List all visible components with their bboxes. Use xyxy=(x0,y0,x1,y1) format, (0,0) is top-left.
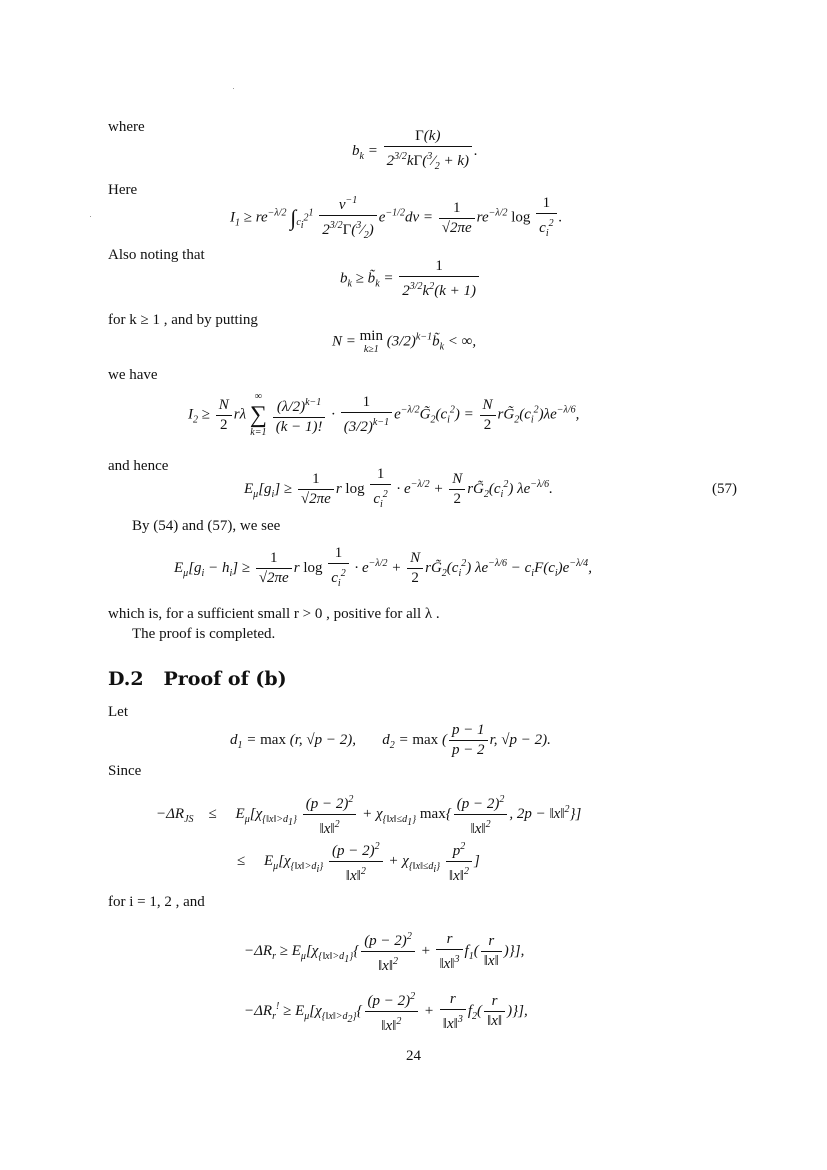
page-number: 24 xyxy=(406,1048,421,1064)
text-here: Here xyxy=(108,182,138,198)
equation-d1-d2: $d_1 = \max (r$, √p − 2), $d_2 = \max$ ( $\frac{p - 1}{p - 2}$ r, √p − 2). xyxy=(230,722,551,758)
text-and-hence: and hence xyxy=(108,458,169,474)
equation-bk-bound: $b_k$ ≥ $b̃_k$ = $\frac{1}{2^{3/2}k^2(k + 1)}$ xyxy=(340,258,481,300)
scan-speck xyxy=(233,88,234,89)
text-since: Since xyxy=(108,763,142,779)
section-heading xyxy=(108,668,287,690)
text-which-is: which is, for a sufficient small r > 0 , positive for all λ . xyxy=(108,606,440,622)
equation-I2: $I_2$ ≥ $\frac{N}{2}$ rλ ∞ ∑ k=1 $\frac{(\lambda/2)^{k-1}}{(k - 1)!}$ · $\frac{1}{(3/2)^{k-1}}$ $e^{-\lambda/2}G̃_2(c_i^2)$ = $\frac{N}{2}$ $rG̃_2(c_i^2)\lambda e^{-\lambda/6}$, xyxy=(188,391,580,438)
equation-number-57: (57) xyxy=(712,481,737,497)
text-where: where xyxy=(108,119,145,135)
equation-delta-RJS-1: $-\Delta R_{JS}$ ≤ $E_\mu[\chi_{\{‖x‖>d_1\}}$ $\frac{(p - 2)^2}{‖x‖^2}$ + $\chi_{\{‖x‖\le d_1\}}$ max{ $\frac{(p - 2)^2}{‖x‖^2}$ , 2p − ‖x‖$^2$}] xyxy=(156,791,581,838)
scan-speck xyxy=(90,216,91,217)
text-proof-completed: The proof is completed. xyxy=(132,626,276,642)
text-let: Let xyxy=(108,704,128,720)
equation-57: $E_\mu[g_i]$ ≥ $\frac{1}{√2\pi e}$ r log $\frac{1}{c_i^2}$ · $e^{-\lambda/2}$ + $\frac{N}{2}$ $rG̃_2(c_i^2)$ $\lambda e^{-\lambda/6}$. xyxy=(244,466,553,510)
equation-bk: $b_k$ = $\frac{\Gamma(k)}{2^{3/2}k\Gamma(^3⁄_2 + k)}$ . xyxy=(352,128,478,172)
equation-delta-Rr-prime: $-\Delta R_r^! \ge E_\mu[\chi_{\{‖x‖>d_2\}}${ $\frac{(p - 2)^2}{‖x‖^2}$ + $\frac{r}{‖x‖^3}$ $f_2$( $\frac{r}{‖x‖}$ )}], xyxy=(244,988,528,1035)
equation-delta-Rr: $-\Delta R_r \ge E_\mu[\chi_{\{‖x‖>d_1\}}${ $\frac{(p - 2)^2}{‖x‖^2}$ + $\frac{r}{‖x‖^3}$ $f_1$( $\frac{r}{‖x‖}$ )}], xyxy=(244,928,524,975)
equation-diff: $E_\mu[g_i - h_i]$ ≥ $\frac{1}{√2\pi e}$ r log $\frac{1}{c_i^2}$ · $e^{-\lambda/2}$ + $\frac{N}{2}$ $rG̃_2(c_i^2) \lambda e^{-\lambda/6} - c_iF(c_i)e^{-\lambda/4}$, xyxy=(174,545,592,589)
equation-delta-RJS-2: ≤ $E_\mu[\chi_{\{‖x‖>d_i\}}$ $\frac{(p - 2)^2}{‖x‖^2}$ + $\chi_{\{‖x‖\le d_i\}}$ $\frac{p^2}{‖x‖^2}$ ] xyxy=(237,838,480,885)
text-by-54-57: By (54) and (57), we see xyxy=(132,518,281,534)
text-for-k: for k ≥ 1 , and by putting xyxy=(108,312,258,328)
equation-N: N = min k≥1 $(3/2)^{k-1}b̃_k$ < ∞, xyxy=(332,328,477,355)
text-we-have: we have xyxy=(108,367,158,383)
text-also-noting: Also noting that xyxy=(108,247,205,263)
equation-I1: $I_1 \ge re^{-\lambda/2}$ $\int_{c_i^2}^1$ $\frac{v^{-1}}{2^{3/2}\Gamma(^3⁄_2)}$ $e^{-1/2}dv$ = $\frac{1}{√2\pi e}$ $re^{-\lambda/2}$ log $\frac{1}{c_i^2}$ . xyxy=(230,192,562,244)
section-title: Proof of (b) xyxy=(163,668,287,690)
text-for-i: for i = 1, 2 , and xyxy=(108,894,205,910)
section-number: D.2 xyxy=(108,668,144,690)
